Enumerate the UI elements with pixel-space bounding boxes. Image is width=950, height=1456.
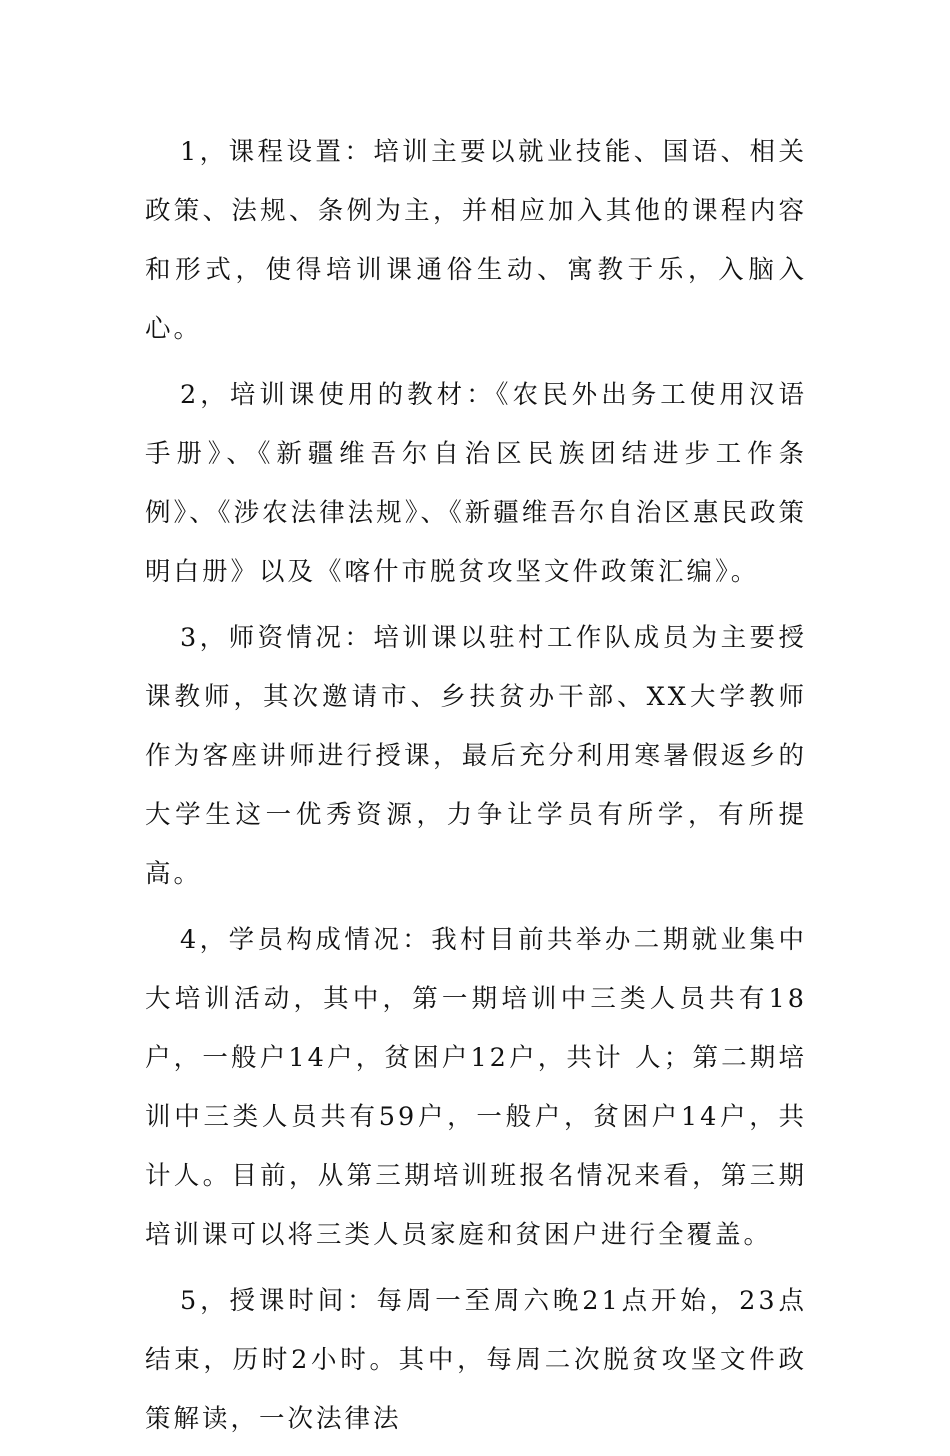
document-body bbox=[145, 123, 807, 1456]
paragraph-course-setup: 1，课程设置：培训主要以就业技能、国语、相关政策、法规、条例为主，并相应加入其他的课程内容和形式，使得培训课通俗生动、寓教于乐，入脑入心。 bbox=[145, 137, 807, 344]
paragraph-trainees: 4，学员构成情况：我村目前共举办二期就业集中大培训活动，其中，第一期培训中三类人员共有18户，一般户14户，贫困户12户，共计 人；第二期培训中三类人员共有59户，一般户，贫困户14户，共计人。目前，从第三期培训班报名情况来看，第三期培训课可以将三类人员家庭和贫困户进行全覆盖。 bbox=[145, 925, 807, 1250]
paragraph-teachers: 3，师资情况：培训课以驻村工作队成员为主要授课教师，其次邀请市、乡扶贫办干部、XX大学教师作为客座讲师进行授课，最后充分利用寒暑假返乡的大学生这一优秀资源，力争让学员有所学，有所提高。 bbox=[145, 623, 807, 889]
paragraph-schedule: 5，授课时间：每周一至周六晚21点开始，23点结束，历时2小时。其中，每周二次脱贫攻坚文件政策解读，一次法律法 bbox=[145, 1286, 807, 1434]
paragraph-textbooks: 2，培训课使用的教材：《农民外出务工使用汉语手册》、《新疆维吾尔自治区民族团结进步工作条例》、《涉农法律法规》、《新疆维吾尔自治区惠民政策明白册》以及《喀什市脱贫攻坚文件政策汇编》。 bbox=[145, 380, 807, 587]
